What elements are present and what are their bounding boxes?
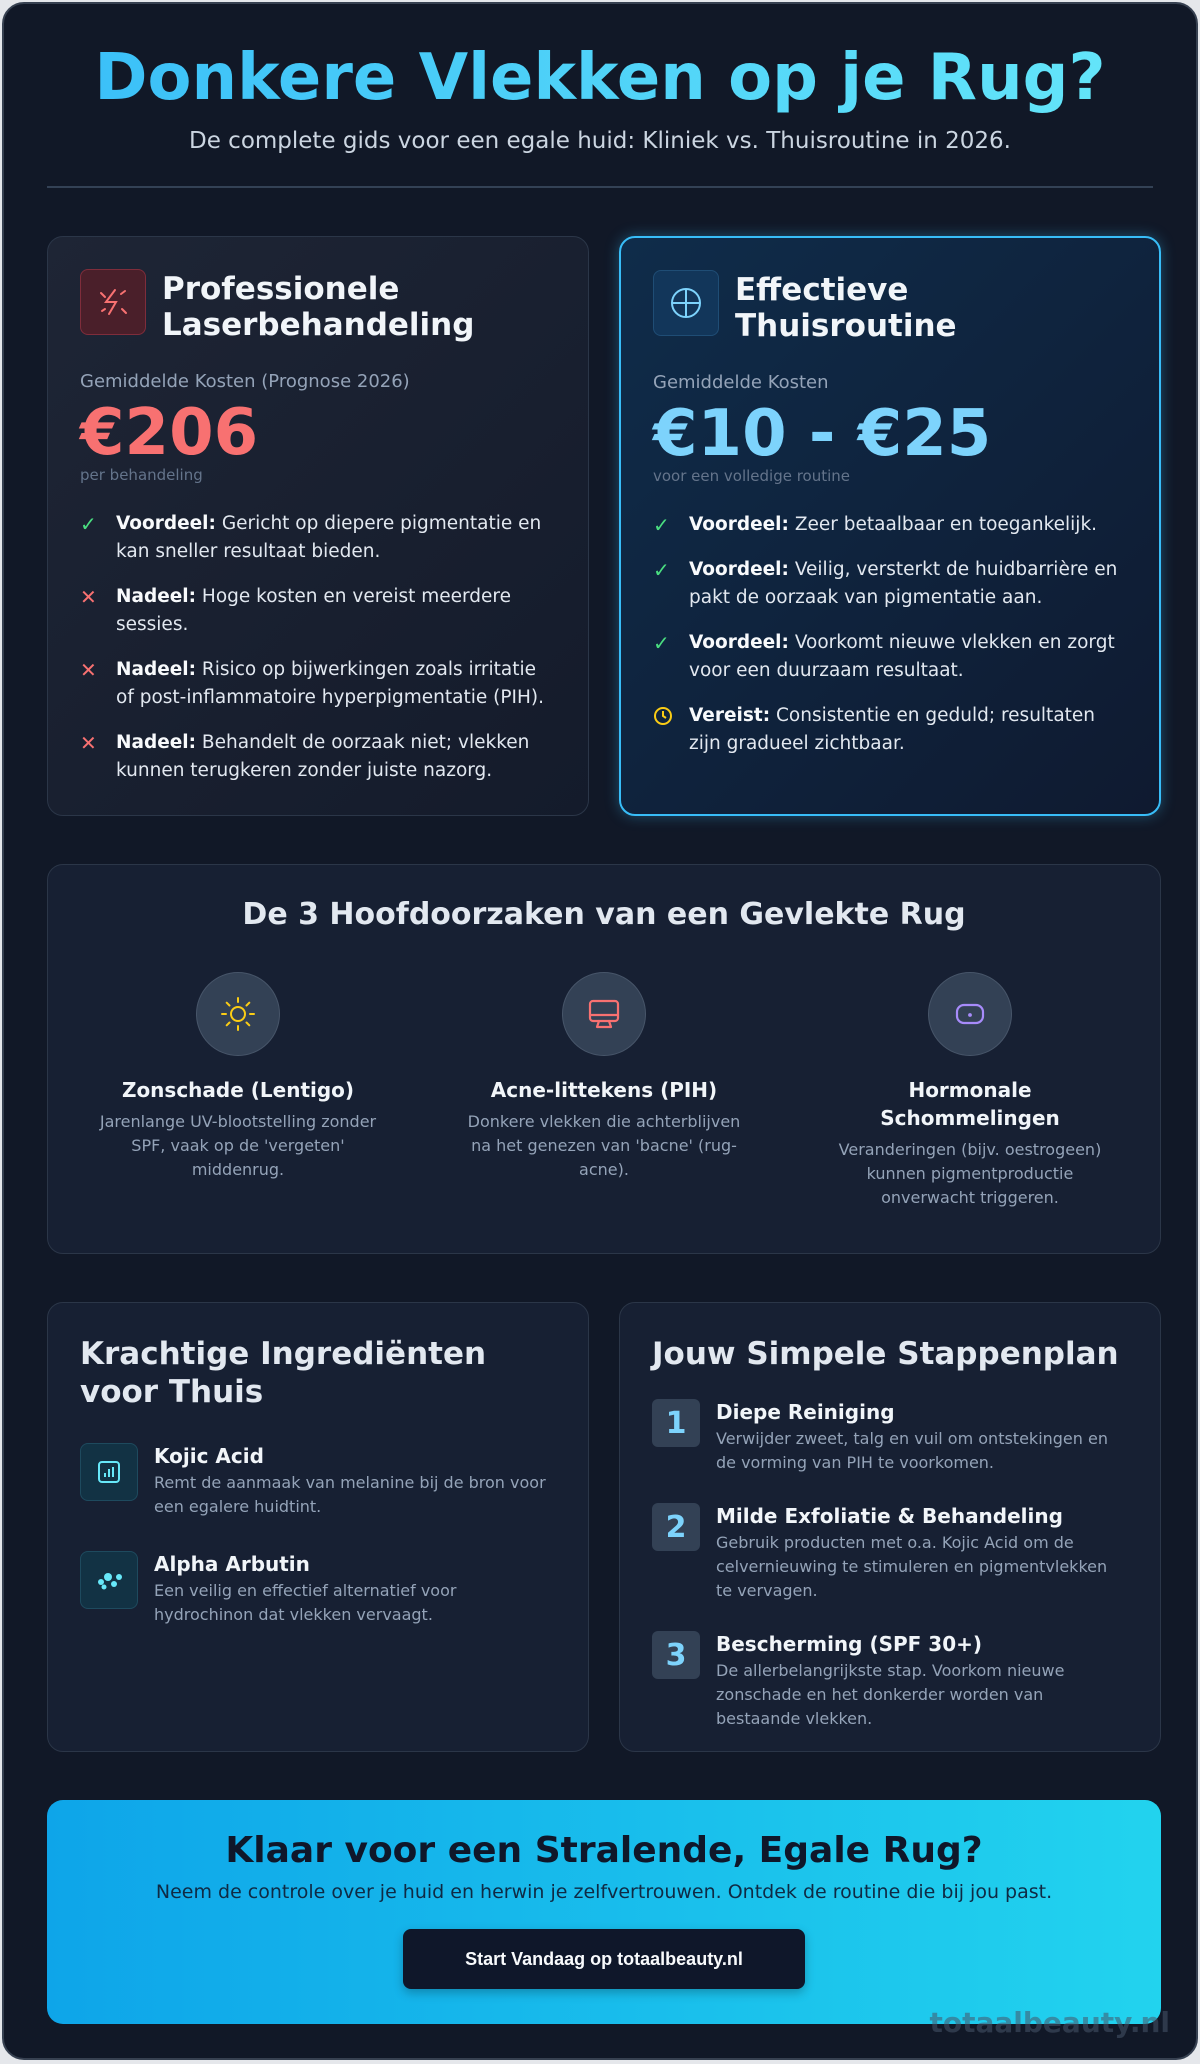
step-item [652, 1631, 1128, 1731]
home-bullets [653, 511, 1127, 758]
page-subtitle: De complete gids voor een egale huid: Kliniek vs. Thuisroutine in 2026. [189, 128, 1011, 154]
home-routine-card [619, 236, 1161, 816]
home-bullet: ✓ Voordeel: Voorkomt nieuwe vlekken en zorgt voor een duurzaam resultaat. [653, 631, 1115, 681]
infographic [2, 2, 1198, 2060]
capsule-icon [928, 972, 1012, 1056]
ingredient-desc: Een veilig en effectief alternatief voor hydrochinon dat vlekken vervaagt. [154, 1581, 457, 1624]
laser-bullet: ✕ Nadeel: Hoge kosten en vereist meerdere sessies. [80, 585, 511, 635]
ingredient-item [80, 1551, 556, 1627]
laser-bullets [80, 510, 556, 785]
laser-bullet: ✓ Voordeel: Gericht op diepere pigmentatie en kan sneller resultaat bieden. [80, 512, 542, 562]
laser-bullet: ✕ Nadeel: Behandelt de oorzaak niet; vlekken kunnen terugkeren zonder juiste nazorg. [80, 731, 530, 781]
home-title: Effectieve Thuisroutine [735, 272, 957, 344]
step-number: 1 [652, 1399, 700, 1447]
cause-desc: Veranderingen (bijv. oestrogeen) kunnen pigmentproductie onverwacht triggeren. [838, 1140, 1102, 1207]
step-desc: Gebruik producten met o.a. Kojic Acid om de celvernieuwing te stimuleren en pigmentvlekken te vervagen. [716, 1533, 1108, 1600]
cross-icon: ✕ [80, 731, 97, 755]
check-icon: ✓ [80, 512, 97, 536]
cta-button[interactable]: Start Vandaag op totaalbeauty.nl [403, 1929, 805, 1989]
cta-subtitle: Neem de controle over je huid en herwin je zelfvertrouwen. Ontdek de routine die bij jou past. [155, 1881, 1053, 1903]
cause-item [454, 972, 754, 1210]
cause-item [820, 972, 1120, 1210]
laser-bullet: ✕ Nadeel: Risico op bijwerkingen zoals irritatie of post-inflammatoire hyperpigmentatie (PIH). [80, 658, 544, 708]
home-price: €10 - €25 [653, 397, 992, 471]
home-bullet: ✓ Voordeel: Zeer betaalbaar en toegankelijk. [653, 513, 1098, 537]
step-item [652, 1399, 1128, 1475]
molecule-icon [80, 1551, 138, 1609]
laser-price: €206 [80, 396, 259, 470]
step-name: Milde Exfoliatie & Behandeling [716, 1504, 1063, 1528]
causes-section [47, 864, 1161, 1254]
cause-item [88, 972, 388, 1210]
ingredients-section [47, 1302, 589, 1752]
page-title: Donkere Vlekken op je Rug? [4, 40, 1196, 116]
ingredients-title: Krachtige Ingrediënten voor Thuis [80, 1336, 487, 1410]
monitor-icon [562, 972, 646, 1056]
header [4, 4, 1196, 154]
cause-desc: Jarenlange UV-blootstelling zonder SPF, vaak op de 'vergeten' middenrug. [99, 1112, 377, 1179]
step-name: Bescherming (SPF 30+) [716, 1632, 983, 1656]
home-bullet: Vereist: Consistentie en geduld; resultaten zijn gradueel zichtbaar. [653, 702, 1127, 758]
home-price-unit: voor een volledige routine [653, 467, 851, 485]
cause-name: Hormonale Schommelingen [880, 1078, 1060, 1130]
step-desc: Verwijder zweet, talg en vuil om ontstekingen en de vorming van PIH te voorkomen. [716, 1429, 1108, 1472]
watermark: totaalbeauty.nl [929, 2006, 1170, 2039]
laser-price-unit: per behandeling [80, 466, 203, 484]
step-number: 2 [652, 1503, 700, 1551]
ingredient-desc: Remt de aanmaak van melanine bij de bron voor een egalere huidtint. [154, 1473, 546, 1516]
causes-title: De 3 Hoofdoorzaken van een Gevlekte Rug [242, 897, 966, 932]
laser-title: Professionele Laserbehandeling [162, 271, 475, 343]
cause-name: Zonschade (Lentigo) [121, 1078, 355, 1102]
step-number: 3 [652, 1631, 700, 1679]
cross-icon: ✕ [80, 658, 97, 682]
ingredient-name: Alpha Arbutin [154, 1552, 310, 1576]
ingredient-item [80, 1443, 556, 1519]
cause-desc: Donkere vlekken die achterblijven na het genezen van 'bacne' (rug-acne). [467, 1112, 741, 1179]
home-cost-label: Gemiddelde Kosten [653, 372, 829, 393]
target-icon [653, 270, 719, 336]
steps-section [619, 1302, 1161, 1752]
step-desc: De allerbelangrijkste stap. Voorkom nieuwe zonschade en het donkerder worden van bestaande vlekken. [716, 1661, 1065, 1728]
laser-cost-label: Gemiddelde Kosten (Prognose 2026) [80, 371, 410, 392]
clock-icon [653, 702, 689, 733]
header-divider [47, 186, 1153, 188]
sun-icon [196, 972, 280, 1056]
chart-icon [80, 1443, 138, 1501]
step-item [652, 1503, 1128, 1603]
cross-icon: ✕ [80, 585, 97, 609]
laser-card [47, 236, 589, 816]
laser-icon [80, 269, 146, 335]
cta-title: Klaar voor een Stralende, Egale Rug? [225, 1830, 983, 1871]
cta-banner [47, 1800, 1161, 2024]
check-icon: ✓ [653, 631, 670, 655]
ingredient-name: Kojic Acid [154, 1444, 264, 1468]
cause-name: Acne-littekens (PIH) [490, 1078, 718, 1102]
home-bullet: ✓ Voordeel: Veilig, versterkt de huidbarrière en pakt de oorzaak van pigmentatie aan. [653, 558, 1118, 608]
check-icon: ✓ [653, 558, 670, 582]
check-icon: ✓ [653, 513, 670, 537]
steps-title: Jouw Simpele Stappenplan [652, 1336, 1119, 1372]
step-name: Diepe Reiniging [716, 1400, 895, 1424]
